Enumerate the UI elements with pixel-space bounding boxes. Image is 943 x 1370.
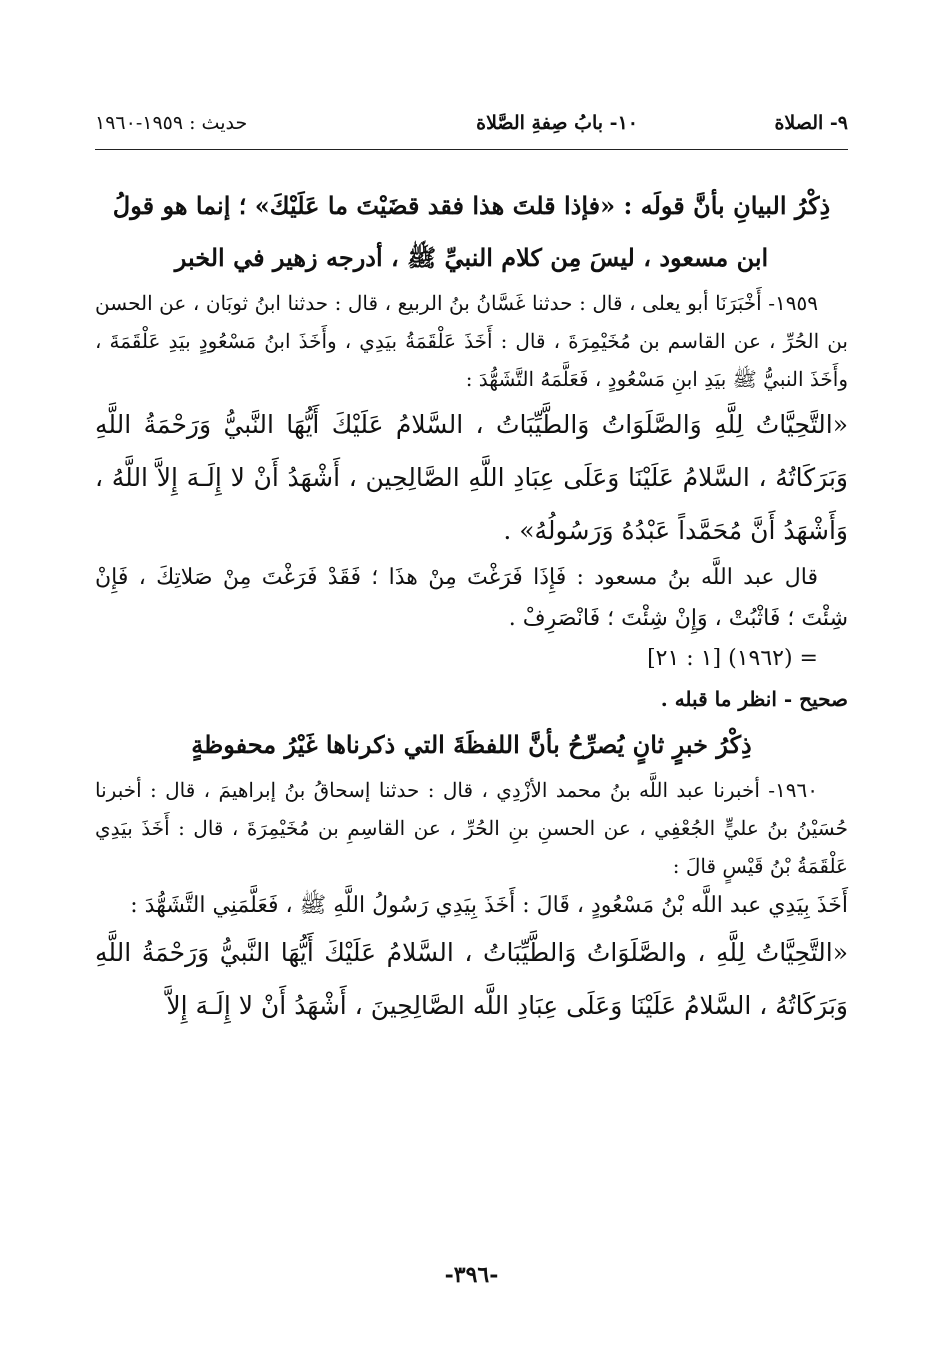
hadith-1959-grade: صحيح - انظر ما قبله . bbox=[660, 687, 848, 711]
section-title: ١٠- بابُ صِفةِ الصَّلاة bbox=[476, 112, 638, 134]
hadith-1959-isnad: ١٩٥٩- أَخْبَرَنَا أبو يعلى ، قال : حدثنا غَسَّانُ بنُ الربيع ، قال : حدثنا ابنُ ثوبَان ، عن الحسن بن الحُرِّ ، عن القاسم بن مُخَيْمِرَةَ ، قال : أَخَذَ عَلْقَمَةُ بيَدِي ، وأَخَذَ ابنُ مَسْعُودٍ بيَدِ عَلْقَمَةَ ، وأَخَذَ النبيُّ ﷺ بيَدِ ابنِ مَسْعُودٍ ، فَعَلَّمَهُ التَّشَهُّدَ : bbox=[95, 291, 848, 391]
hadith-range: حديث : ١٩٥٩-١٩٦٠ bbox=[95, 112, 248, 134]
header-divider bbox=[95, 149, 848, 150]
hadith-1959-matn: «التَّحِيَّاتُ لِلَّهِ وَالصَّلَوَاتُ وَالطَّيِّبَاتُ ، السَّلامُ عَلَيْكَ أَيُّهَا النَّبيُّ وَرَحْمَةُ اللَّهِ وَبَرَكَاتُهُ ، السَّلامُ عَلَيْنَا وَعَلَى عِبَادِ اللَّهِ الصَّالِحِين ، أَشْهَدُ أَنْ لا إِلَـهَ إِلاَّ اللَّهُ ، وَأَشْهَدُ أَنَّ مُحَمَّداً عَبْدُهُ وَرَسُولُهُ» . bbox=[95, 410, 848, 545]
page-body bbox=[95, 180, 848, 1032]
hadith-1960-isnad: ١٩٦٠- أخبرنا عبد اللَّه بنُ محمد الأزْدِي ، قال : حدثنا إسحاقُ بنُ إبراهيمَ ، قال : أخبرنا حُسَيْنُ بنُ عليٍّ الجُعْفِي ، عن الحسنِ بنِ الحُرِّ ، عن القاسِمِ بن مُخَيْمِرَةَ ، قال : أَخَذَ بيَدِي عَلْقَمَةُ بْنُ قَيْسٍ قالَ : bbox=[95, 778, 848, 878]
hadith-1960-matn: «التَّحِيَّاتُ لِلَّهِ ، والصَّلَوَاتُ وَالطَّيِّبَاتُ ، السَّلامُ عَلَيْكَ أَيُّهَا النَّبيُّ وَرَحْمَةُ اللَّهِ وَبَرَكَاتُهُ ، السَّلامُ عَلَيْنَا وَعَلَى عِبَادِ اللَّه الصَّالِحِينَ ، أَشْهَدُ أَنْ لا إِلَـهَ إِلاَّ bbox=[95, 938, 848, 1020]
running-header bbox=[95, 112, 848, 150]
hadith-1960-narration: أَخَذَ بِيَدِي عبد اللَّه بْنُ مَسْعُودٍ ، قَالَ : أَخَذَ بِيَدِي رَسُولُ اللَّهِ ﷺ ، فَعَلَّمَنِي التَّشَهُّدَ : bbox=[130, 893, 848, 918]
chapter-heading-1: ذِكْرُ البيانِ بأنَّ قولَه : «فإذا قلتَ هذا فقد قضَيْتَ ما عَلَيْكَ» ؛ إنما هو قولُ ابن مسعود ، ليسَ مِن كلام النبيِّ ﷺ ، أدرجه زهير في الخبر bbox=[112, 191, 831, 272]
chapter-title: ٩- الصلاة bbox=[774, 112, 848, 134]
page-number: -٣٩٦- bbox=[444, 1262, 499, 1288]
hadith-1959-comment: قال عبد اللَّه بنُ مسعود : فَإِذَا فَرَغْتَ مِنْ هذَا ؛ فَقَدْ فَرَغْتَ مِنْ صَلاتِكَ ، فَإِنْ شِئْتَ ؛ فَاثْبُتْ ، وَإِنْ شِئْتَ ؛ فَانْصَرِفْ . bbox=[95, 565, 848, 631]
chapter-heading-2: ذِكْرُ خبرٍ ثانٍ يُصرِّحُ بأنَّ اللفظَةَ التي ذكرناها غَيْرُ محفوظةٍ bbox=[191, 730, 752, 759]
hadith-1959-reference: = (١٩٦٢) [١ : ٢١] bbox=[647, 646, 818, 671]
